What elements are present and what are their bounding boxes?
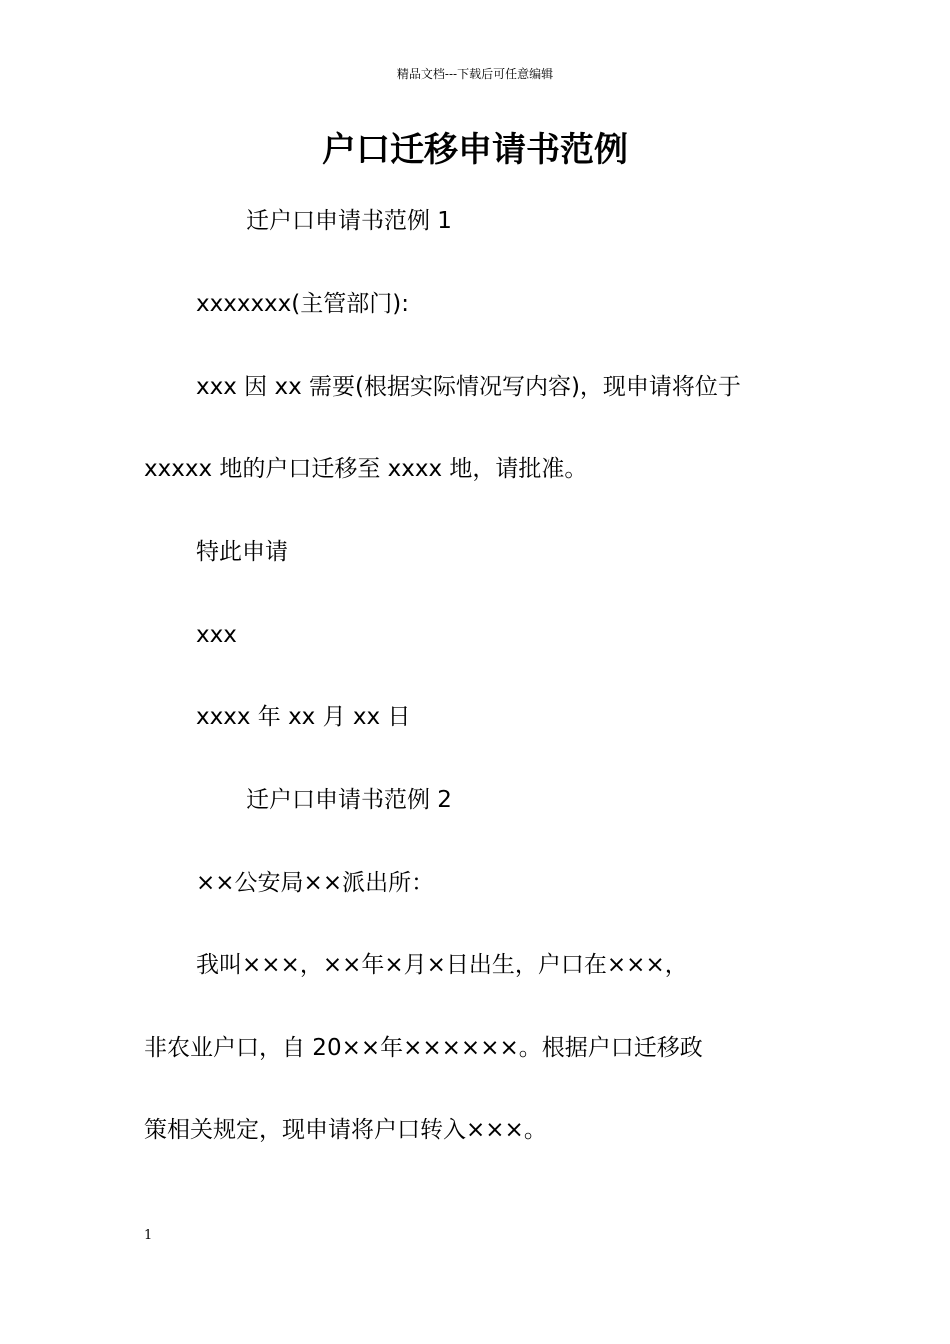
document-title: 户口迁移申请书范例: [322, 130, 628, 170]
signature-name: xxx: [196, 622, 237, 648]
addressee-2: ××公安局××派出所：: [196, 870, 435, 896]
body-line-2: xxxxx 地的户口迁移至 xxxx 地，请批准。: [144, 456, 588, 482]
page-number: 1: [144, 1228, 153, 1243]
addressee-1: xxxxxxx(主管部门):: [196, 291, 409, 317]
section-heading-2: 迁户口申请书范例 2: [246, 787, 452, 813]
closing-phrase: 特此申请: [196, 539, 288, 565]
signature-date: xxxx 年 xx 月 xx 日: [196, 704, 411, 730]
body-line-5: 策相关规定，现申请将户口转入×××。: [144, 1117, 547, 1143]
body-line-3: 我叫×××，××年×月×日出生，户口在×××，: [196, 952, 688, 978]
body-line-1: xxx 因 xx 需要(根据实际情况写内容)，现申请将位于: [196, 374, 741, 400]
page-header: 精品文档---下载后可任意编辑: [396, 67, 554, 81]
body-line-4: 非农业户口，自 20××年××××××。根据户口迁移政: [144, 1035, 703, 1061]
section-heading-1: 迁户口申请书范例 1: [246, 208, 452, 234]
